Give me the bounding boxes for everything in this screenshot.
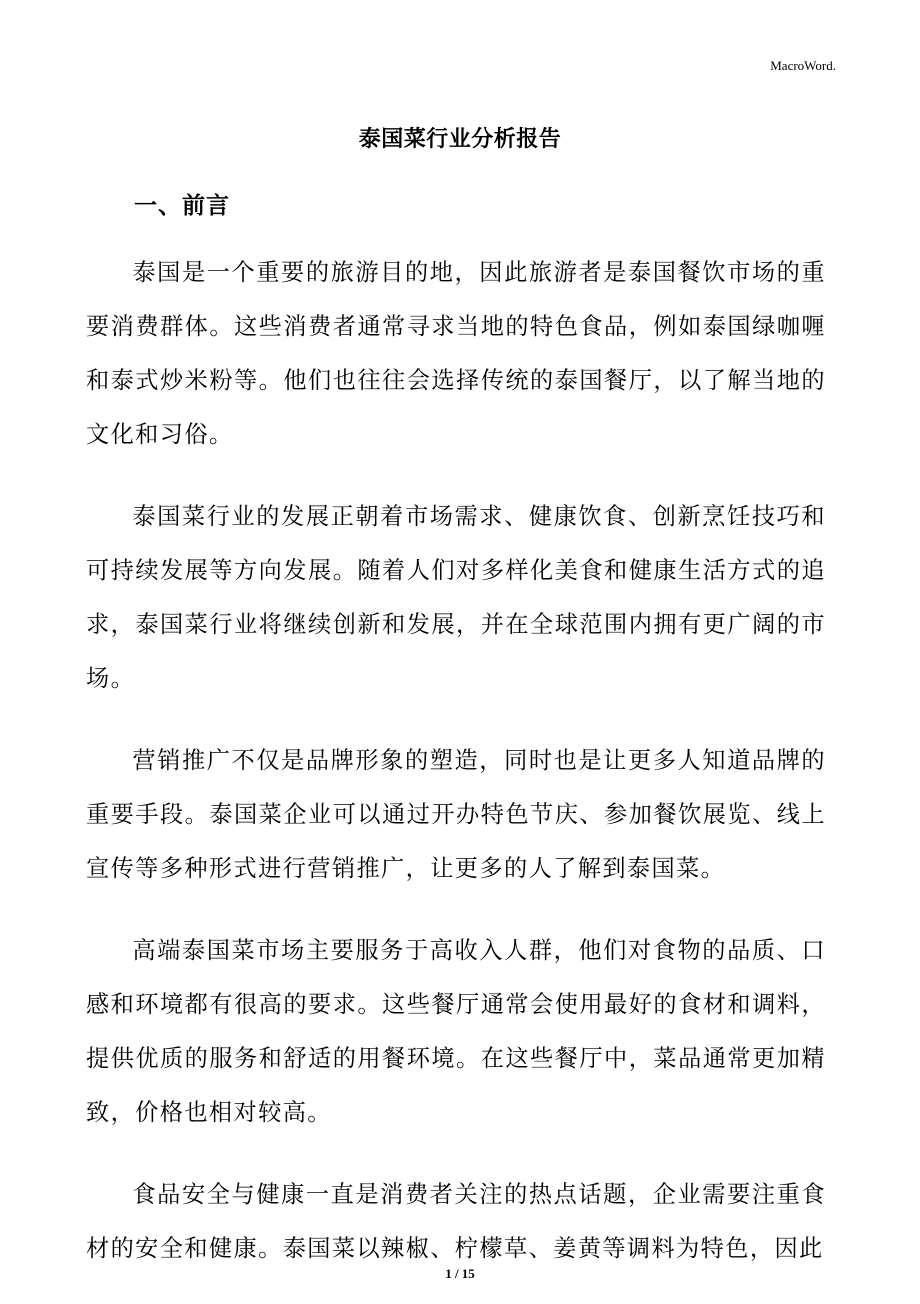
paragraph-2: 泰国菜行业的发展正朝着市场需求、健康饮食、创新烹饪技巧和可持续发展等方向发展。随着人们对多样化美食和健康生活方式的追求，泰国菜行业将继续创新和发展，并在全球范围内拥有更广阔的市场。 — [86, 503, 826, 692]
paragraph-5: 食品安全与健康一直是消费者关注的热点话题，企业需要注重食材的安全和健康。泰国菜以辣椒、柠檬草、姜黄等调料为特色，因此 — [86, 1181, 826, 1262]
header-brand: MacroWord. — [770, 58, 836, 73]
paragraph-4: 高端泰国菜市场主要服务于高收入人群，他们对食物的品质、口感和环境都有很高的要求。这些餐厅通常会使用最好的食材和调料，提供优质的服务和舒适的用餐环境。在这些餐厅中，菜品通常更加精致，价格也相对较高。 — [86, 937, 826, 1126]
body-text — [86, 246, 826, 1304]
document-title: 泰国菜行业分析报告 — [358, 127, 562, 152]
section-heading: 一、前言 — [134, 193, 230, 219]
paragraph-3: 营销推广不仅是品牌形象的塑造，同时也是让更多人知道品牌的重要手段。泰国菜企业可以通过开办特色节庆、参加餐饮展览、线上宣传等多种形式进行营销推广，让更多的人了解到泰国菜。 — [86, 747, 826, 882]
paragraph-1: 泰国是一个重要的旅游目的地，因此旅游者是泰国餐饮市场的重要消费群体。这些消费者通常寻求当地的特色食品，例如泰国绿咖喱和泰式炒米粉等。他们也往往会选择传统的泰国餐厅，以了解当地的文化和习俗。 — [86, 259, 826, 448]
page-number: 1 / 15 — [445, 1266, 475, 1281]
